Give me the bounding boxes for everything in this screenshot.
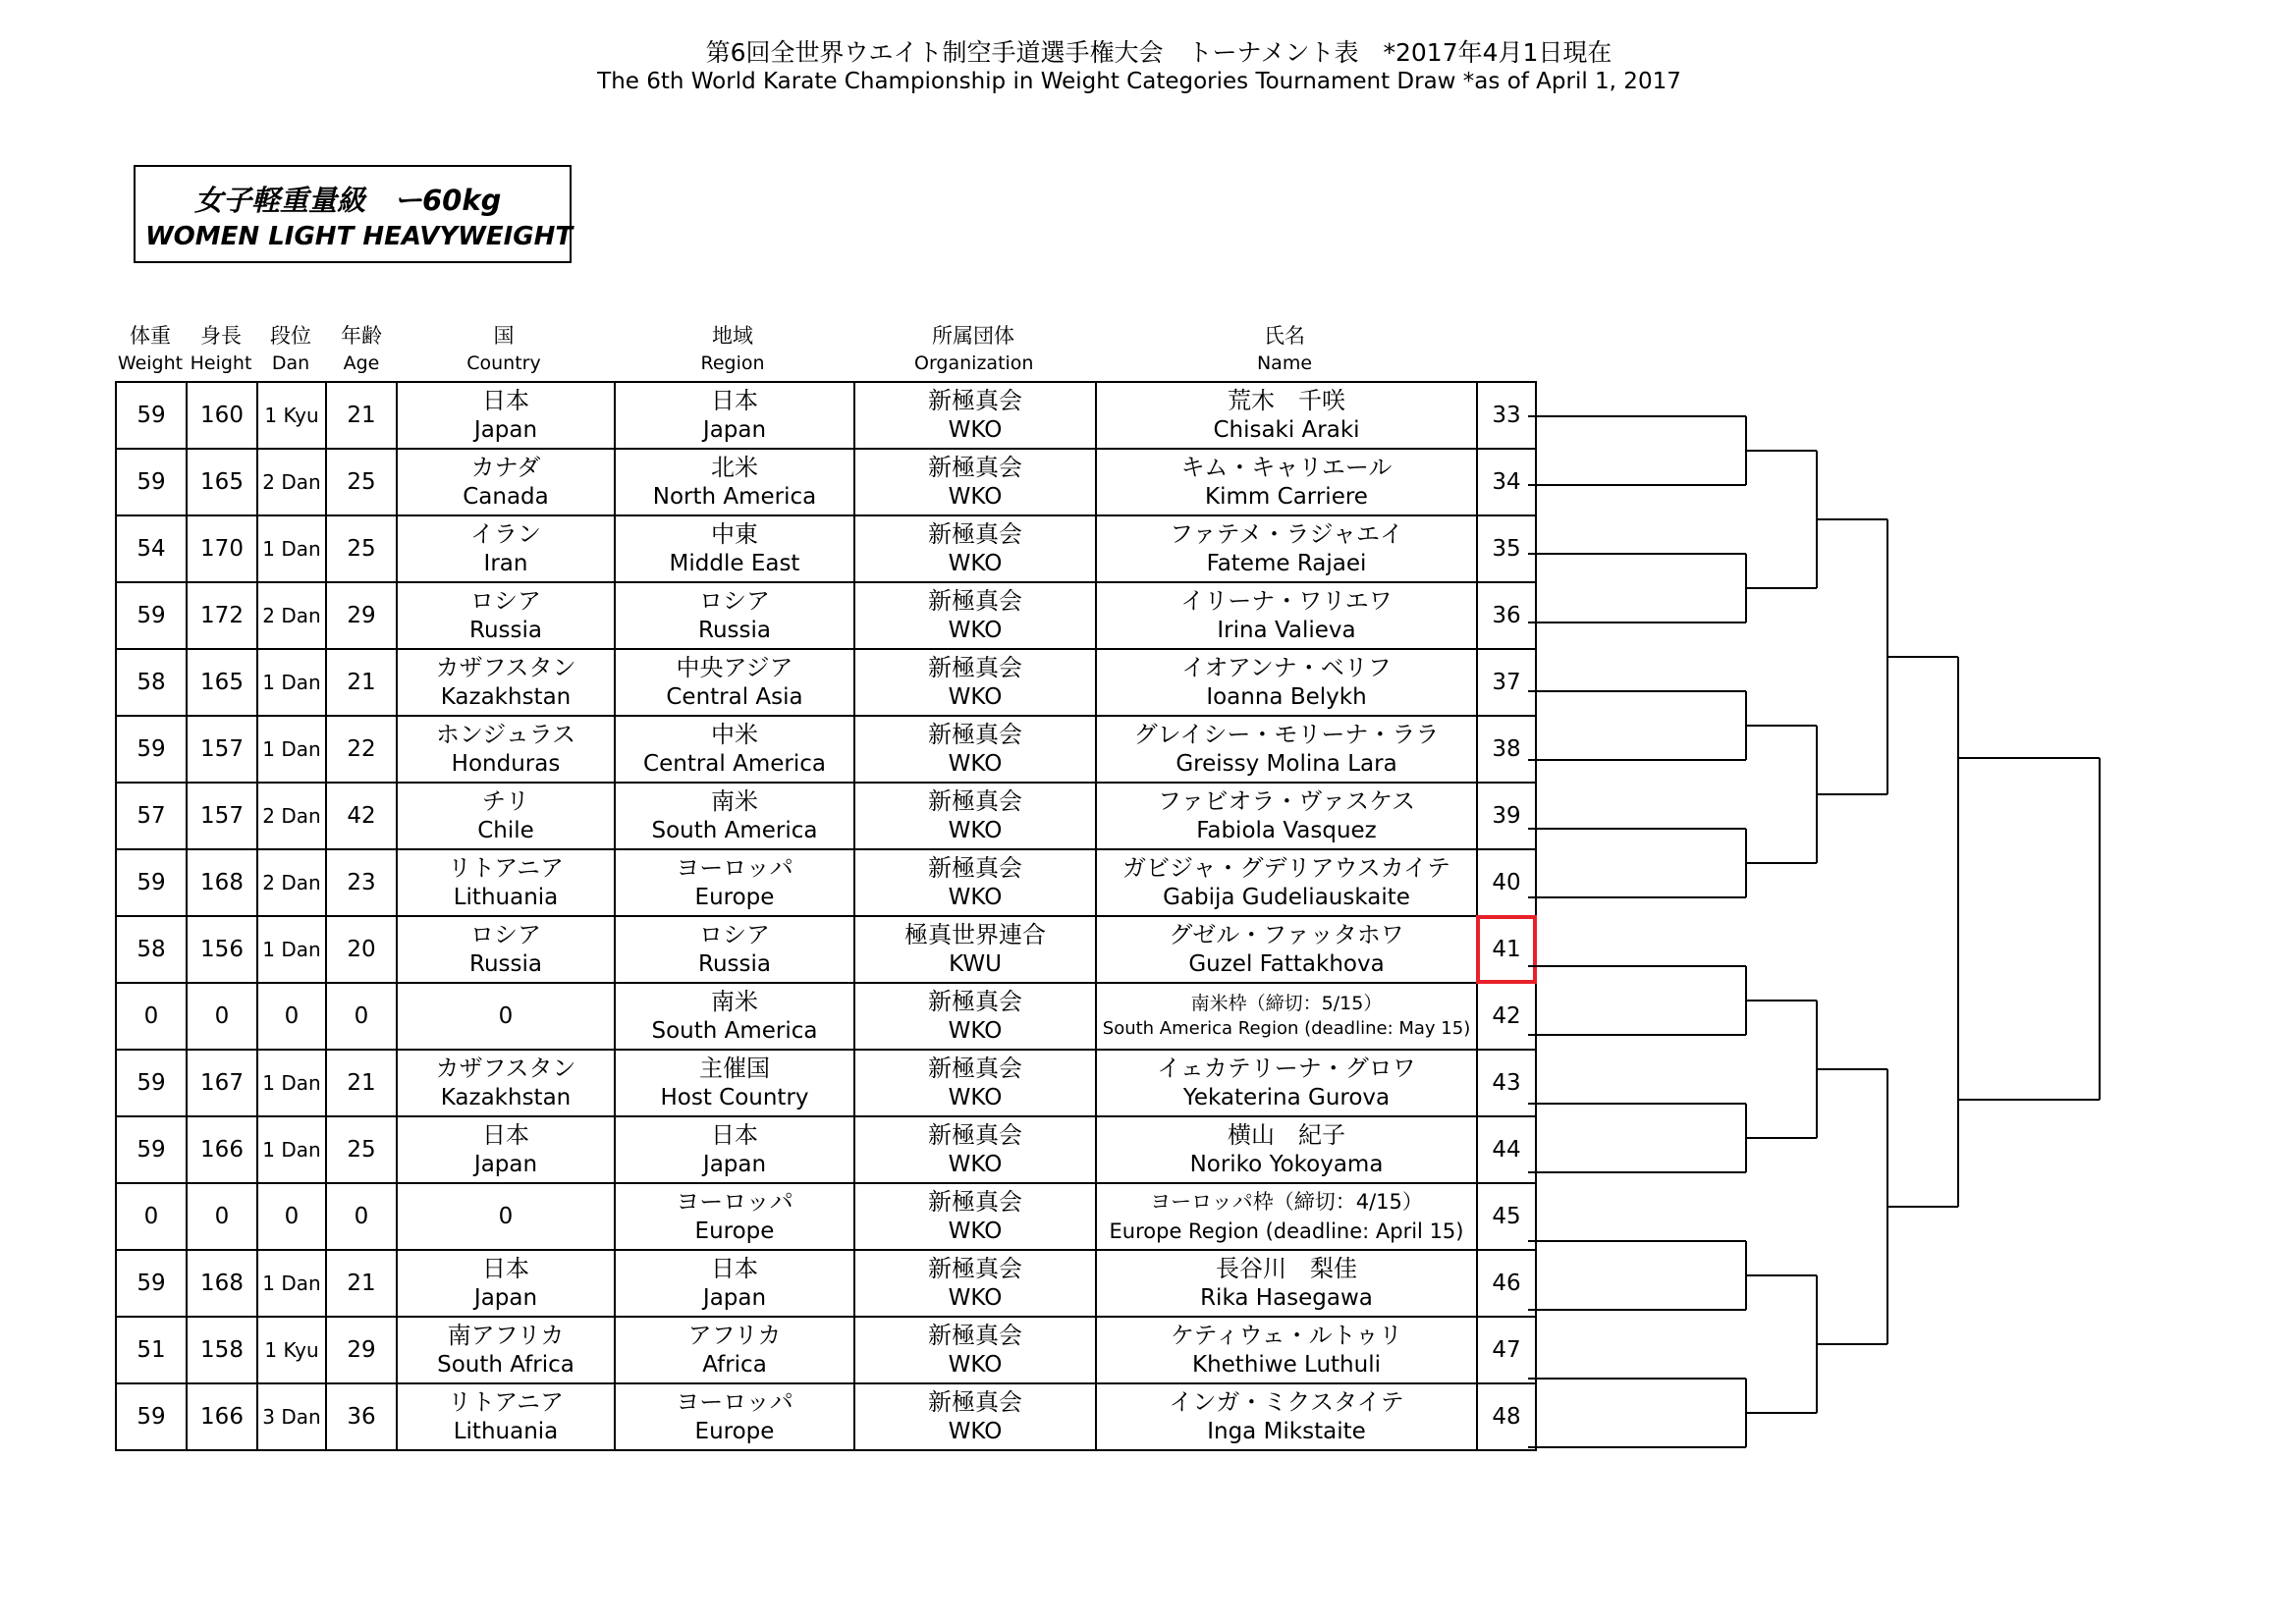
region-jp: 南米 bbox=[711, 988, 758, 1015]
dan-cell: 2 Dan bbox=[257, 783, 326, 849]
seed-number: 48 bbox=[1477, 1383, 1536, 1450]
dan-cell: 1 Dan bbox=[257, 515, 326, 582]
header-name-jp: 氏名 bbox=[1264, 324, 1305, 348]
seed-number: 45 bbox=[1477, 1183, 1536, 1250]
name-jp: イェカテリーナ・グロワ bbox=[1157, 1055, 1416, 1082]
name-en: Kimm Carriere bbox=[1205, 484, 1368, 510]
organization-en: WKO bbox=[948, 885, 1003, 910]
name-jp: ガビジャ・グデリアウスカイテ bbox=[1121, 854, 1451, 882]
dan-cell: 0 bbox=[257, 983, 326, 1050]
country-cell: 0 bbox=[397, 1183, 615, 1250]
country-jp: カザフスタン bbox=[435, 654, 576, 681]
header-height-jp: 身長 bbox=[200, 324, 242, 348]
header-region-jp: 地域 bbox=[712, 324, 753, 348]
organization-en: WKO bbox=[948, 1085, 1003, 1110]
country-en: South Africa bbox=[437, 1352, 574, 1378]
country-en: Russia bbox=[469, 951, 542, 977]
region-en: Russia bbox=[698, 951, 771, 977]
country-jp: カザフスタン bbox=[435, 1055, 576, 1082]
height-cell: 168 bbox=[187, 849, 257, 916]
header-organization-en: Organization bbox=[914, 352, 1034, 374]
organization-en: WKO bbox=[948, 1152, 1003, 1177]
seed-number: 40 bbox=[1477, 849, 1536, 916]
title-english: The 6th World Karate Championship in Weight Categories Tournament Draw *as of April 1, 2017 bbox=[597, 69, 1681, 94]
name-jp: イオアンナ・ベリフ bbox=[1181, 654, 1392, 681]
height-cell: 166 bbox=[187, 1383, 257, 1450]
seed-number: 39 bbox=[1477, 783, 1536, 849]
organization-en: WKO bbox=[948, 1285, 1003, 1311]
region-jp: ヨーロッパ bbox=[676, 1388, 793, 1416]
country-en: Honduras bbox=[451, 751, 561, 777]
organization-en: WKO bbox=[948, 751, 1003, 777]
country-jp: チリ bbox=[482, 787, 529, 815]
region-jp: 南米 bbox=[711, 787, 758, 815]
name-en: Chisaki Araki bbox=[1213, 417, 1360, 443]
weight-cell: 59 bbox=[116, 716, 187, 783]
country-jp: ロシア bbox=[470, 921, 541, 948]
weight-cell: 59 bbox=[116, 449, 187, 515]
dan-cell: 0 bbox=[257, 1183, 326, 1250]
region-en: Europe bbox=[694, 1419, 775, 1444]
seed-number: 46 bbox=[1477, 1250, 1536, 1317]
organization-en: WKO bbox=[948, 1218, 1003, 1244]
country-en: Japan bbox=[473, 1152, 538, 1177]
organization-jp: 新極真会 bbox=[928, 721, 1022, 748]
age-cell: 0 bbox=[326, 1183, 397, 1250]
name-en: Noriko Yokoyama bbox=[1189, 1152, 1384, 1177]
dan-cell: 1 Dan bbox=[257, 649, 326, 716]
dan-cell: 1 Dan bbox=[257, 1250, 326, 1317]
organization-en: WKO bbox=[948, 484, 1003, 510]
height-cell: 165 bbox=[187, 449, 257, 515]
region-jp: ヨーロッパ bbox=[676, 1188, 793, 1216]
organization-jp: 新極真会 bbox=[928, 988, 1022, 1015]
header-height-en: Height bbox=[190, 352, 252, 374]
country-jp: 南アフリカ bbox=[447, 1322, 565, 1349]
country-en: Canada bbox=[463, 484, 549, 510]
height-cell: 157 bbox=[187, 716, 257, 783]
region-jp: ロシア bbox=[699, 587, 770, 615]
organization-en: WKO bbox=[948, 1018, 1003, 1044]
age-cell: 29 bbox=[326, 582, 397, 649]
name-jp: ヨーロッパ枠（締切：4/15） bbox=[1150, 1190, 1423, 1214]
region-jp: 日本 bbox=[711, 1255, 758, 1282]
region-en: Europe bbox=[694, 885, 775, 910]
name-jp: 荒木 千咲 bbox=[1228, 387, 1345, 414]
name-jp: 南米枠（締切：5/15） bbox=[1190, 993, 1383, 1014]
seed-number: 37 bbox=[1477, 649, 1536, 716]
title-japanese: 第6回全世界ウエイト制空手道選手権大会 トーナメント表 *2017年4月1日現在 bbox=[705, 38, 1613, 67]
name-en: Yekaterina Gurova bbox=[1182, 1085, 1391, 1110]
weight-cell: 59 bbox=[116, 1383, 187, 1450]
age-cell: 36 bbox=[326, 1383, 397, 1450]
age-cell: 23 bbox=[326, 849, 397, 916]
organization-en: WKO bbox=[948, 551, 1003, 576]
dan-cell: 1 Kyu bbox=[257, 382, 326, 449]
header-age-jp: 年齢 bbox=[341, 324, 382, 348]
height-cell: 157 bbox=[187, 783, 257, 849]
weight-cell: 57 bbox=[116, 783, 187, 849]
region-jp: 日本 bbox=[711, 387, 758, 414]
name-jp: 横山 紀子 bbox=[1228, 1121, 1345, 1149]
region-en: Central Asia bbox=[666, 684, 803, 710]
header-region-en: Region bbox=[700, 352, 765, 374]
category-english: WOMEN LIGHT HEAVYWEIGHT bbox=[145, 222, 574, 251]
seed-number: 38 bbox=[1477, 716, 1536, 783]
name-jp: ファビオラ・ヴァスケス bbox=[1157, 787, 1416, 815]
region-en: Japan bbox=[702, 1152, 767, 1177]
seed-number: 44 bbox=[1477, 1116, 1536, 1183]
organization-en: WKO bbox=[948, 417, 1003, 443]
country-en: Iran bbox=[483, 551, 528, 576]
height-cell: 160 bbox=[187, 382, 257, 449]
height-cell: 167 bbox=[187, 1050, 257, 1116]
height-cell: 165 bbox=[187, 649, 257, 716]
age-cell: 25 bbox=[326, 449, 397, 515]
region-jp: アフリカ bbox=[687, 1322, 782, 1349]
dan-cell: 1 Dan bbox=[257, 1116, 326, 1183]
weight-cell: 54 bbox=[116, 515, 187, 582]
seed-number: 47 bbox=[1477, 1317, 1536, 1383]
organization-en: WKO bbox=[948, 1352, 1003, 1378]
country-jp: 日本 bbox=[482, 387, 529, 414]
name-en: Khethiwe Luthuli bbox=[1191, 1352, 1381, 1378]
weight-cell: 59 bbox=[116, 849, 187, 916]
dan-cell: 2 Dan bbox=[257, 849, 326, 916]
weight-cell: 59 bbox=[116, 1250, 187, 1317]
organization-jp: 新極真会 bbox=[928, 454, 1022, 481]
country-en: Lithuania bbox=[453, 1419, 559, 1444]
age-cell: 20 bbox=[326, 916, 397, 983]
age-cell: 25 bbox=[326, 515, 397, 582]
organization-jp: 新極真会 bbox=[928, 1188, 1022, 1216]
country-en: Kazakhstan bbox=[440, 684, 572, 710]
name-en: Fabiola Vasquez bbox=[1196, 818, 1377, 843]
weight-cell: 51 bbox=[116, 1317, 187, 1383]
country-en: Japan bbox=[473, 1285, 538, 1311]
header-weight-en: Weight bbox=[117, 352, 184, 374]
organization-en: WKO bbox=[948, 684, 1003, 710]
height-cell: 172 bbox=[187, 582, 257, 649]
name-jp: インガ・ミクスタイテ bbox=[1169, 1388, 1404, 1416]
country-jp: 日本 bbox=[482, 1121, 529, 1149]
dan-cell: 3 Dan bbox=[257, 1383, 326, 1450]
age-cell: 29 bbox=[326, 1317, 397, 1383]
dan-cell: 1 Kyu bbox=[257, 1317, 326, 1383]
region-jp: 中米 bbox=[711, 721, 758, 748]
organization-jp: 新極真会 bbox=[928, 854, 1022, 882]
organization-jp: 新極真会 bbox=[928, 1388, 1022, 1416]
name-jp: ケティウェ・ルトゥリ bbox=[1170, 1322, 1403, 1349]
organization-jp: 新極真会 bbox=[928, 520, 1022, 548]
age-cell: 42 bbox=[326, 783, 397, 849]
age-cell: 21 bbox=[326, 649, 397, 716]
region-en: North America bbox=[652, 484, 817, 510]
height-cell: 158 bbox=[187, 1317, 257, 1383]
weight-cell: 0 bbox=[116, 1183, 187, 1250]
region-en: Host Country bbox=[660, 1085, 809, 1110]
region-en: Japan bbox=[702, 1285, 767, 1311]
header-country-en: Country bbox=[466, 352, 541, 374]
header-country-jp: 国 bbox=[493, 324, 515, 348]
age-cell: 22 bbox=[326, 716, 397, 783]
weight-cell: 58 bbox=[116, 916, 187, 983]
name-en: Rika Hasegawa bbox=[1200, 1285, 1373, 1311]
region-en: Europe bbox=[694, 1218, 775, 1244]
age-cell: 21 bbox=[326, 1050, 397, 1116]
name-en: Irina Valieva bbox=[1217, 618, 1356, 643]
region-jp: 主催国 bbox=[699, 1055, 770, 1082]
weight-cell: 59 bbox=[116, 582, 187, 649]
region-en: South America bbox=[651, 818, 818, 843]
country-jp: ロシア bbox=[470, 587, 541, 615]
region-jp: ロシア bbox=[699, 921, 770, 948]
name-en: South America Region (deadline: May 15) bbox=[1102, 1018, 1471, 1039]
country-jp: カナダ bbox=[470, 454, 541, 481]
country-jp: 日本 bbox=[482, 1255, 529, 1282]
height-cell: 0 bbox=[187, 983, 257, 1050]
country-en: Chile bbox=[477, 818, 534, 843]
header-dan-en: Dan bbox=[271, 352, 310, 374]
name-jp: イリーナ・ワリエワ bbox=[1180, 587, 1393, 615]
weight-cell: 58 bbox=[116, 649, 187, 716]
region-en: Central America bbox=[643, 751, 826, 777]
region-en: South America bbox=[651, 1018, 818, 1044]
height-cell: 156 bbox=[187, 916, 257, 983]
height-cell: 170 bbox=[187, 515, 257, 582]
country-en: Lithuania bbox=[453, 885, 559, 910]
region-jp: 日本 bbox=[711, 1121, 758, 1149]
name-en: Ioanna Belykh bbox=[1206, 684, 1367, 710]
organization-jp: 極真世界連合 bbox=[904, 921, 1046, 948]
header-name-en: Name bbox=[1256, 352, 1313, 374]
dan-cell: 1 Dan bbox=[257, 716, 326, 783]
region-jp: 中東 bbox=[711, 520, 758, 548]
country-en: Kazakhstan bbox=[440, 1085, 572, 1110]
dan-cell: 2 Dan bbox=[257, 449, 326, 515]
seed-number: 34 bbox=[1477, 449, 1536, 515]
region-en: Japan bbox=[702, 417, 767, 443]
seed-number: 36 bbox=[1477, 582, 1536, 649]
name-en: Inga Mikstaite bbox=[1207, 1419, 1366, 1444]
age-cell: 0 bbox=[326, 983, 397, 1050]
seed-number: 42 bbox=[1477, 983, 1536, 1050]
name-en: Fateme Rajaei bbox=[1206, 551, 1367, 576]
header-weight-jp: 体重 bbox=[130, 324, 171, 348]
organization-jp: 新極真会 bbox=[928, 1121, 1022, 1149]
age-cell: 21 bbox=[326, 382, 397, 449]
organization-en: WKO bbox=[948, 1419, 1003, 1444]
country-jp: イラン bbox=[470, 520, 541, 548]
seed-number: 35 bbox=[1477, 515, 1536, 582]
age-cell: 25 bbox=[326, 1116, 397, 1183]
name-en: Europe Region (deadline: April 15) bbox=[1109, 1219, 1464, 1243]
region-jp: 中央アジア bbox=[676, 654, 793, 681]
organization-jp: 新極真会 bbox=[928, 1322, 1022, 1349]
organization-en: WKO bbox=[948, 818, 1003, 843]
region-jp: 北米 bbox=[711, 454, 758, 481]
organization-jp: 新極真会 bbox=[928, 654, 1022, 681]
organization-jp: 新極真会 bbox=[928, 387, 1022, 414]
name-en: Greissy Molina Lara bbox=[1175, 751, 1397, 777]
organization-jp: 新極真会 bbox=[928, 787, 1022, 815]
weight-cell: 59 bbox=[116, 1116, 187, 1183]
organization-jp: 新極真会 bbox=[928, 1055, 1022, 1082]
height-cell: 166 bbox=[187, 1116, 257, 1183]
country-jp: リトアニア bbox=[447, 854, 565, 882]
weight-cell: 59 bbox=[116, 382, 187, 449]
dan-cell: 2 Dan bbox=[257, 582, 326, 649]
organization-en: WKO bbox=[948, 618, 1003, 643]
header-age-en: Age bbox=[343, 352, 380, 374]
country-en: Russia bbox=[469, 618, 542, 643]
name-en: Guzel Fattakhova bbox=[1188, 951, 1385, 977]
country-jp: ホンジュラス bbox=[435, 721, 576, 748]
height-cell: 168 bbox=[187, 1250, 257, 1317]
height-cell: 0 bbox=[187, 1183, 257, 1250]
weight-cell: 0 bbox=[116, 983, 187, 1050]
region-en: Russia bbox=[698, 618, 771, 643]
dan-cell: 1 Dan bbox=[257, 1050, 326, 1116]
age-cell: 21 bbox=[326, 1250, 397, 1317]
region-en: Middle East bbox=[669, 551, 800, 576]
seed-number: 33 bbox=[1477, 382, 1536, 449]
country-cell: 0 bbox=[397, 983, 615, 1050]
organization-jp: 新極真会 bbox=[928, 1255, 1022, 1282]
header-organization-jp: 所属団体 bbox=[932, 324, 1014, 348]
seed-number: 43 bbox=[1477, 1050, 1536, 1116]
category-japanese: 女子軽重量級 ー60kg bbox=[194, 184, 502, 217]
organization-jp: 新極真会 bbox=[928, 587, 1022, 615]
weight-cell: 59 bbox=[116, 1050, 187, 1116]
name-jp: ファテメ・ラジャエイ bbox=[1169, 520, 1404, 548]
header-dan-jp: 段位 bbox=[270, 324, 311, 348]
region-jp: ヨーロッパ bbox=[676, 854, 793, 882]
seed-number: 41 bbox=[1477, 916, 1536, 983]
country-jp: リトアニア bbox=[447, 1388, 565, 1416]
dan-cell: 1 Dan bbox=[257, 916, 326, 983]
name-jp: キム・キャリエール bbox=[1180, 454, 1393, 481]
name-jp: グゼル・ファッタホワ bbox=[1169, 921, 1404, 948]
name-jp: 長谷川 梨佳 bbox=[1216, 1255, 1357, 1282]
organization-en: KWU bbox=[949, 951, 1002, 977]
name-en: Gabija Gudeliauskaite bbox=[1163, 885, 1410, 910]
region-en: Africa bbox=[702, 1352, 767, 1378]
country-en: Japan bbox=[473, 417, 538, 443]
name-jp: グレイシー・モリーナ・ララ bbox=[1133, 721, 1440, 748]
